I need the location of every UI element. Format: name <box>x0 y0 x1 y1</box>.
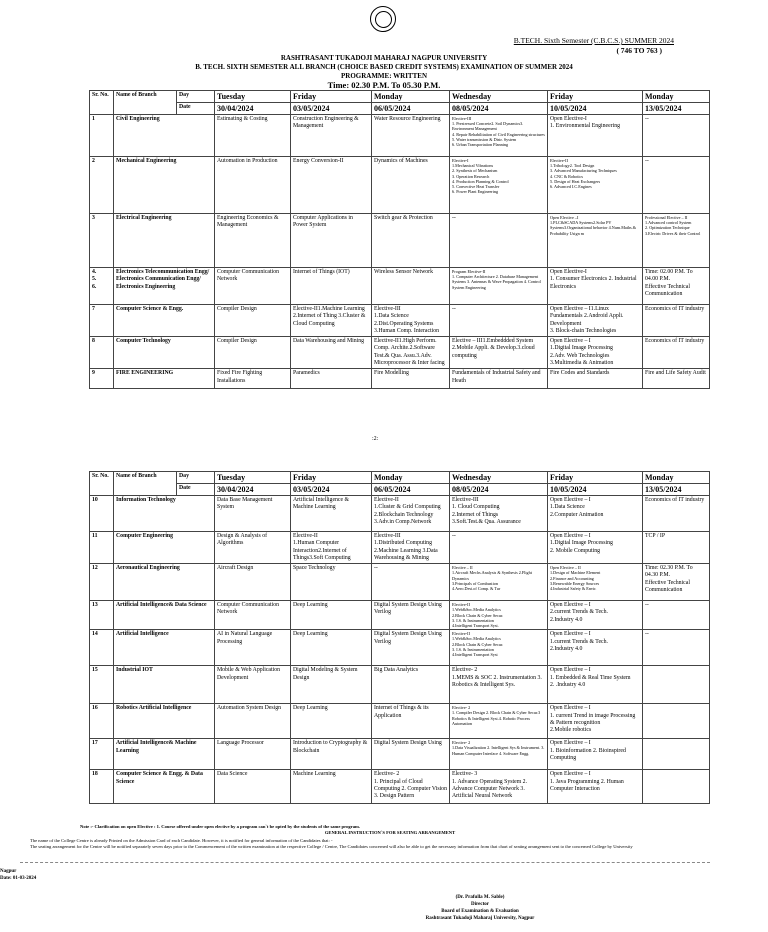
instructions-title: GENERAL INSTRUCTION`S FOR SEATING ARRANGEMENT <box>324 830 456 835</box>
subject-cell: Open Elective – I1.Linux Fundamentals 2.Android Appli. Development 3. Block-chain Technologies <box>548 305 643 337</box>
subject-cell: Deep Learning <box>291 704 372 739</box>
subject-cell: -- <box>372 564 450 601</box>
subject-cell: Open Elective – I 1. Java Programming 2. Human Computer Interaction <box>548 770 643 804</box>
semester-title: B.TECH. Sixth Semester (C.B.C.S.) SUMMER 2024 <box>513 36 674 45</box>
subject-cell: Digital System Design Using <box>372 739 450 770</box>
subject-cell: Time: 02.00 P.M. To 04.00 P.M. Effective Technical Communication <box>643 268 710 305</box>
header-date: 06/05/2024 <box>372 103 450 115</box>
subject-cell: Space Technology <box>291 564 372 601</box>
sr-cell: 9 <box>90 369 114 389</box>
branch-cell: Computer Science & Engg. & Data Science <box>114 770 215 804</box>
subject-cell: Data Warehousing and Mining <box>291 337 372 369</box>
subject-cell: Compiler Design <box>215 337 291 369</box>
subject-cell: Deep Learning <box>291 630 372 666</box>
branch-cell: Mechanical Engineering <box>114 157 215 214</box>
header-day: Tuesday <box>215 91 291 103</box>
page-separator: :2: <box>372 436 379 442</box>
programme: PROGRAMME: WRITTEN <box>340 72 427 80</box>
subject-cell: -- <box>643 630 710 666</box>
branch-cell: Robotics Artificial Intelligence <box>114 704 215 739</box>
subject-cell: Elective- 2 1. Principal of Cloud Computing 2. Computer Vision 3. Design Pattern <box>372 770 450 804</box>
header-date: 03/05/2024 <box>291 103 372 115</box>
subject-cell: Digital System Design Using Verilog <box>372 601 450 630</box>
sr-cell: 13 <box>90 601 114 630</box>
instruction-2: The seating arrangement for the Centre will be notified separately seven days prior to the Commencement of the written examination at the respective College / Centre, The Candidates concerned will also be able to get the necessary information from that chart of seating arrangement sent to the concerned College by University <box>30 844 633 849</box>
subject-cell: Program Elective-II 1. Computer Architecture 2. Database Management Systems 3. Antennas & Wave Propagation 4. Control System Engineering <box>450 268 548 305</box>
subject-cell <box>643 770 710 804</box>
subject-cell: Digital Modeling & System Design <box>291 666 372 704</box>
subject-cell: Big Data Analytics <box>372 666 450 704</box>
exam-code-header <box>514 36 674 56</box>
subject-cell: Water Resource Engineering <box>372 115 450 157</box>
subject-cell: Open Elective – I 1.Data Science 2.Computer Animation <box>548 496 643 532</box>
subject-cell: Open Elective –I 1.PLC&SCADA Systems2.Solar PV Systems3.Organizational behavior 4.Num.Maths.& Probability Usign m <box>548 214 643 268</box>
header-date: 08/05/2024 <box>450 484 548 496</box>
subject-cell: Fire Modelling <box>372 369 450 389</box>
subject-cell: Elective-II 1.Cluster & Grid Computing 2.Blockchain Technology 3.Adv.in Comp.Network <box>372 496 450 532</box>
subject-cell: Open Elective – II 1.Design of Machine Element 2.Finance and Accounting 3.Renewable Energy Sources 4.Industrial Safety & Envir. <box>548 564 643 601</box>
subject-cell: Economics of IT industry <box>643 337 710 369</box>
subject-cell: Elective- 3 1. Advance Operating System 2. Advance Computer Network 3. Artificial Neural Network <box>450 770 548 804</box>
header-day: Friday <box>548 472 643 484</box>
subject-cell: Language Processor <box>215 739 291 770</box>
branch-cell: Electronics Telecommunication Engg/ Electronics Communication Engg/ Electronics Engineering <box>114 268 215 305</box>
subject-cell: Open Elective-I 1. Consumer Electronics 2. Industrial Electronics <box>548 268 643 305</box>
table-row <box>90 369 710 389</box>
exam-time: Time: 02.30 P.M. To 05.30 P.M. <box>327 80 441 90</box>
subject-cell: Aircraft Design <box>215 564 291 601</box>
subject-cell: Automation in Production <box>215 157 291 214</box>
divider <box>20 862 710 863</box>
place: Nagpur <box>0 869 17 874</box>
subject-cell: Elective-II 1.Human Computer Interaction2.Internet of Things3.Soft Computing <box>291 532 372 564</box>
header-sr: Sr. No. <box>90 91 114 115</box>
subject-cell: -- <box>643 601 710 630</box>
table-row <box>90 564 710 601</box>
sr-cell: 15 <box>90 666 114 704</box>
exam-title: B. TECH. SIXTH SEMESTER ALL BRANCH (CHOICE BASED CREDIT SYSTEMS) EXAMINATION OF SUMMER 2024 <box>195 63 573 71</box>
header-day: Friday <box>548 91 643 103</box>
branch-cell: Electrical Engineering <box>114 214 215 268</box>
sr-cell: 7 <box>90 305 114 337</box>
subject-cell: Compiler Design <box>215 305 291 337</box>
header-day: Friday <box>291 91 372 103</box>
subject-cell: Computer Applications in Power System <box>291 214 372 268</box>
header-date: 10/05/2024 <box>548 484 643 496</box>
subject-cell: Elective-III 1. Prestressed Concrete2. Soil Dynamics3. Environment Management 4. Repair Rehabilitation of Civil Engineering structures 5. Water transmission & Distr. System 6. Urban Transportation Planning <box>450 115 548 157</box>
table-row <box>90 337 710 369</box>
branch-cell: Artificial Intelligence& Data Science <box>114 601 215 630</box>
header-day-label: Day <box>177 472 215 484</box>
header-sr: Sr. No. <box>90 472 114 496</box>
subject-cell: Elective-II 1.Web&Soc.Media Analytics 2.Block Chain & Cyber Secur. 3. I.S. & Instrumentation 4.Intelligent Transport Syst <box>450 630 548 666</box>
sr-cell: 2 <box>90 157 114 214</box>
subject-cell: -- <box>450 214 548 268</box>
subject-cell: Open Elective – I 1.Digital Image Processing 2.Adv. Web Technologies 3.Multimedia & Animation <box>548 337 643 369</box>
sr-cell: 12 <box>90 564 114 601</box>
subject-cell: Open Elective – I 1.Digital Image Processing 2. Mobile Computing <box>548 532 643 564</box>
subject-cell: Switch gear & Protection <box>372 214 450 268</box>
subject-cell: Construction Engineering & Management <box>291 115 372 157</box>
page-header <box>0 54 768 90</box>
branch-cell: Artificial Intelligence <box>114 630 215 666</box>
university-footer: Rashtrasant Tukadoji Maharaj University, Nagpur <box>425 916 535 921</box>
paper-range: ( 746 TO 763 ) <box>616 46 662 55</box>
table-row <box>90 739 710 770</box>
sr-cell: 8 <box>90 337 114 369</box>
header-day: Wednesday <box>450 472 548 484</box>
table-row <box>90 630 710 666</box>
header-date: 03/05/2024 <box>291 484 372 496</box>
sr-cell: 18 <box>90 770 114 804</box>
table-row <box>90 115 710 157</box>
instruction-1: The name of the College Centre is already Printed on the Admission Card of each Candidate. However, it is notified for general information of the Candidates that: - <box>30 838 333 843</box>
subject-cell: Fundamentals of Industrial Safety and Heath <box>450 369 548 389</box>
designation: Director <box>471 902 489 907</box>
board: Board of Examination & Evaluation <box>441 909 519 914</box>
subject-cell: Elective-III 1.Distributed Computing 2.Machine Learning 3.Data Warehousing & Mining <box>372 532 450 564</box>
subject-cell: Machine Learning <box>291 770 372 804</box>
table-row <box>90 770 710 804</box>
subject-cell: TCP / IP <box>643 532 710 564</box>
subject-cell: Professional Elective – II 1.Advanced control System 2. Optimization Technique 3.Electric Drives & their Control <box>643 214 710 268</box>
subject-cell: Computer Communication Network <box>215 601 291 630</box>
header-branch: Name of Branch <box>114 472 177 496</box>
branch-cell: Aeronautical Engineering <box>114 564 215 601</box>
sr-cell: 16 <box>90 704 114 739</box>
university-name: RASHTRASANT TUKADOJI MAHARAJ NAGPUR UNIVERSITY <box>280 54 488 62</box>
header-date: 30/04/2024 <box>215 103 291 115</box>
sr-cell: 1 <box>90 115 114 157</box>
table-row <box>90 601 710 630</box>
issue-date: Date: 01-03-2024 <box>0 876 37 881</box>
subject-cell: Open Elective – I 1. Embedded & Real Time System 2. .Industry 4.0 <box>548 666 643 704</box>
subject-cell: Elective- 2 1.Data Visualization 2. Intelligent Sys & Instrument. 3. Human Computer Interface 4. Software Engg. <box>450 739 548 770</box>
timetable-part-2 <box>89 471 710 804</box>
branch-cell: Artificial Intelligence& Machine Learning <box>114 739 215 770</box>
table-row <box>90 268 710 305</box>
signatory: (Dr. Prafulla M. Sable) <box>455 895 505 900</box>
table-row <box>90 532 710 564</box>
subject-cell: Estimating & Costing <box>215 115 291 157</box>
subject-cell: Paramedics <box>291 369 372 389</box>
subject-cell: Fixed Fire Fighting Installations <box>215 369 291 389</box>
subject-cell <box>643 739 710 770</box>
subject-cell: Open Elective-I 1. Environmental Engineering <box>548 115 643 157</box>
subject-cell: Elective-II 1.Web&Soc.Media Analytics 2.Block Chain & Cyber Secur. 3. I.S. & Instrumentation 4.Intelligent Transport Syst. <box>450 601 548 630</box>
subject-cell: -- <box>450 305 548 337</box>
subject-cell: Internet of Things & its Application <box>372 704 450 739</box>
subject-cell: Elective-I 1.Mechanical Vibrations 2. Synthesis of Mechanism 3. Operation Research 4. Production Planning & Control 5. Convective Heat Transfer 6. Power Plant Engineering <box>450 157 548 214</box>
table-row <box>90 305 710 337</box>
header-day-label: Day <box>177 91 215 103</box>
header-branch: Name of Branch <box>114 91 177 115</box>
subject-cell: Elective-II1.Machine Learning 2.Internet of Thing 3.Cluster & Cloud Computing <box>291 305 372 337</box>
header-day: Friday <box>291 472 372 484</box>
branch-cell: Computer Engineering <box>114 532 215 564</box>
subject-cell: Economics of IT industry <box>643 496 710 532</box>
subject-cell: Time: 02.30 P.M. To 04.30 P.M. Effective Technical Communication <box>643 564 710 601</box>
subject-cell: Wireless Sensor Network <box>372 268 450 305</box>
subject-cell: Design & Analysis of Algorithms <box>215 532 291 564</box>
table-row <box>90 666 710 704</box>
subject-cell: Automation System Design <box>215 704 291 739</box>
subject-cell: Internet of Things (IOT) <box>291 268 372 305</box>
subject-cell: Data Base Management System <box>215 496 291 532</box>
table-row <box>90 157 710 214</box>
subject-cell: Introduction to Cryptography & Blockchain <box>291 739 372 770</box>
subject-cell: Elective- 2 1. Compiler Design 2. Block Chain & Cyber Secur.3 Robotics & Intelligent Syst.4. Robotic Process Automation <box>450 704 548 739</box>
branch-cell: Information Technology <box>114 496 215 532</box>
branch-cell: FIRE ENGINEERING <box>114 369 215 389</box>
sr-cell: 4. 5. 6. <box>90 268 114 305</box>
subject-cell: Economics of IT industry <box>643 305 710 337</box>
subject-cell: -- <box>450 532 548 564</box>
table-row <box>90 496 710 532</box>
subject-cell: Data Science <box>215 770 291 804</box>
subject-cell: Open Elective – I 1. Bioinformation 2. Bioinspired Computing <box>548 739 643 770</box>
subject-cell: -- <box>643 115 710 157</box>
subject-cell: -- <box>643 157 710 214</box>
subject-cell: Open Elective – I 1.current Trends & Tech. 2.Industry 4.0 <box>548 630 643 666</box>
header-day: Monday <box>372 91 450 103</box>
subject-cell: Elective – III1.Embeddded System 2.Mobile Appli. & Develop.3.cloud computing <box>450 337 548 369</box>
header-date: 06/05/2024 <box>372 484 450 496</box>
header-date: 13/05/2024 <box>643 103 710 115</box>
subject-cell: Energy Conversion-II <box>291 157 372 214</box>
subject-cell: Elective – II 1.Aircraft Mechs.Analysis & Synthesis 2.Flight Dynamics 3.Principals of Combustion 4.Aero.Desi.of Comp. & Tur <box>450 564 548 601</box>
subject-cell: Open Elective – I 2.current Trends & Tech. 2.Industry 4.0 <box>548 601 643 630</box>
sr-cell: 3 <box>90 214 114 268</box>
branch-cell: Industrial IOT <box>114 666 215 704</box>
subject-cell: Dynamics of Machines <box>372 157 450 214</box>
branch-cell: Civil Engineering <box>114 115 215 157</box>
header-day: Wednesday <box>450 91 548 103</box>
subject-cell: Deep Learning <box>291 601 372 630</box>
header-date-label: Date <box>177 103 215 115</box>
subject-cell: Elective-II 1.Tribology2. Tool Design 3. Advanced Manufacturing Techniques 4. CNC & Robotics 5. Design of Heat Exchangers 6. Advanced I.C.Engines <box>548 157 643 214</box>
subject-cell: Fire Codes and Standards <box>548 369 643 389</box>
subject-cell: Engineering Economics & Management <box>215 214 291 268</box>
header-date: 08/05/2024 <box>450 103 548 115</box>
subject-cell: Mobile & Web Application Development <box>215 666 291 704</box>
sr-cell: 17 <box>90 739 114 770</box>
subject-cell: Fire and Life Safety Audit <box>643 369 710 389</box>
sr-cell: 14 <box>90 630 114 666</box>
header-day: Monday <box>643 91 710 103</box>
timetable-part-1 <box>89 90 710 389</box>
elective-note: Note :- Clarification on open Elective : 1. Course offered under open elective by a program can`t be opted by the students of the same program. <box>80 824 360 829</box>
branch-cell: Computer Science & Engg. <box>114 305 215 337</box>
subject-cell: AI in Natural Language Processing <box>215 630 291 666</box>
sr-cell: 11 <box>90 532 114 564</box>
branch-cell: Computer Technology <box>114 337 215 369</box>
place-date <box>0 868 36 882</box>
subject-cell <box>643 704 710 739</box>
university-seal-icon <box>370 6 396 32</box>
header-day: Monday <box>643 472 710 484</box>
subject-cell: Artificial Intelligence & Machine Learning <box>291 496 372 532</box>
header-day: Tuesday <box>215 472 291 484</box>
subject-cell <box>643 666 710 704</box>
subject-cell: Open Elective – I 1. current Trend in image Processing & Pattern recognition 2.Mobile robotics <box>548 704 643 739</box>
subject-cell: Elective- 2 1.MEMS & SOC 2. Instrumentation 3. Robotics & Intelligent Sys. <box>450 666 548 704</box>
sr-cell: 10 <box>90 496 114 532</box>
note-section <box>80 824 700 836</box>
subject-cell: Computer Communication Network <box>215 268 291 305</box>
table-row <box>90 214 710 268</box>
instructions <box>20 838 710 850</box>
header-date: 13/05/2024 <box>643 484 710 496</box>
subject-cell: Elective-II1.High Perform. Comp. Archite.2.Software Test.& Qua. Assu.3.Adv. Microprocessor & Inter facing <box>372 337 450 369</box>
signature-block <box>400 894 560 922</box>
header-date: 10/05/2024 <box>548 103 643 115</box>
subject-cell: Digital System Design Using Verilog <box>372 630 450 666</box>
table-row <box>90 704 710 739</box>
subject-cell: Elective-III 1. Cloud Computing 2.Internet of Things 3.Soft.Test.& Qua. Assurance <box>450 496 548 532</box>
header-date: 30/04/2024 <box>215 484 291 496</box>
header-day: Monday <box>372 472 450 484</box>
subject-cell: Elective-III 1.Data Science 2.Dist.Operating Systems 3.Human Comp. Interaction <box>372 305 450 337</box>
header-date-label: Date <box>177 484 215 496</box>
